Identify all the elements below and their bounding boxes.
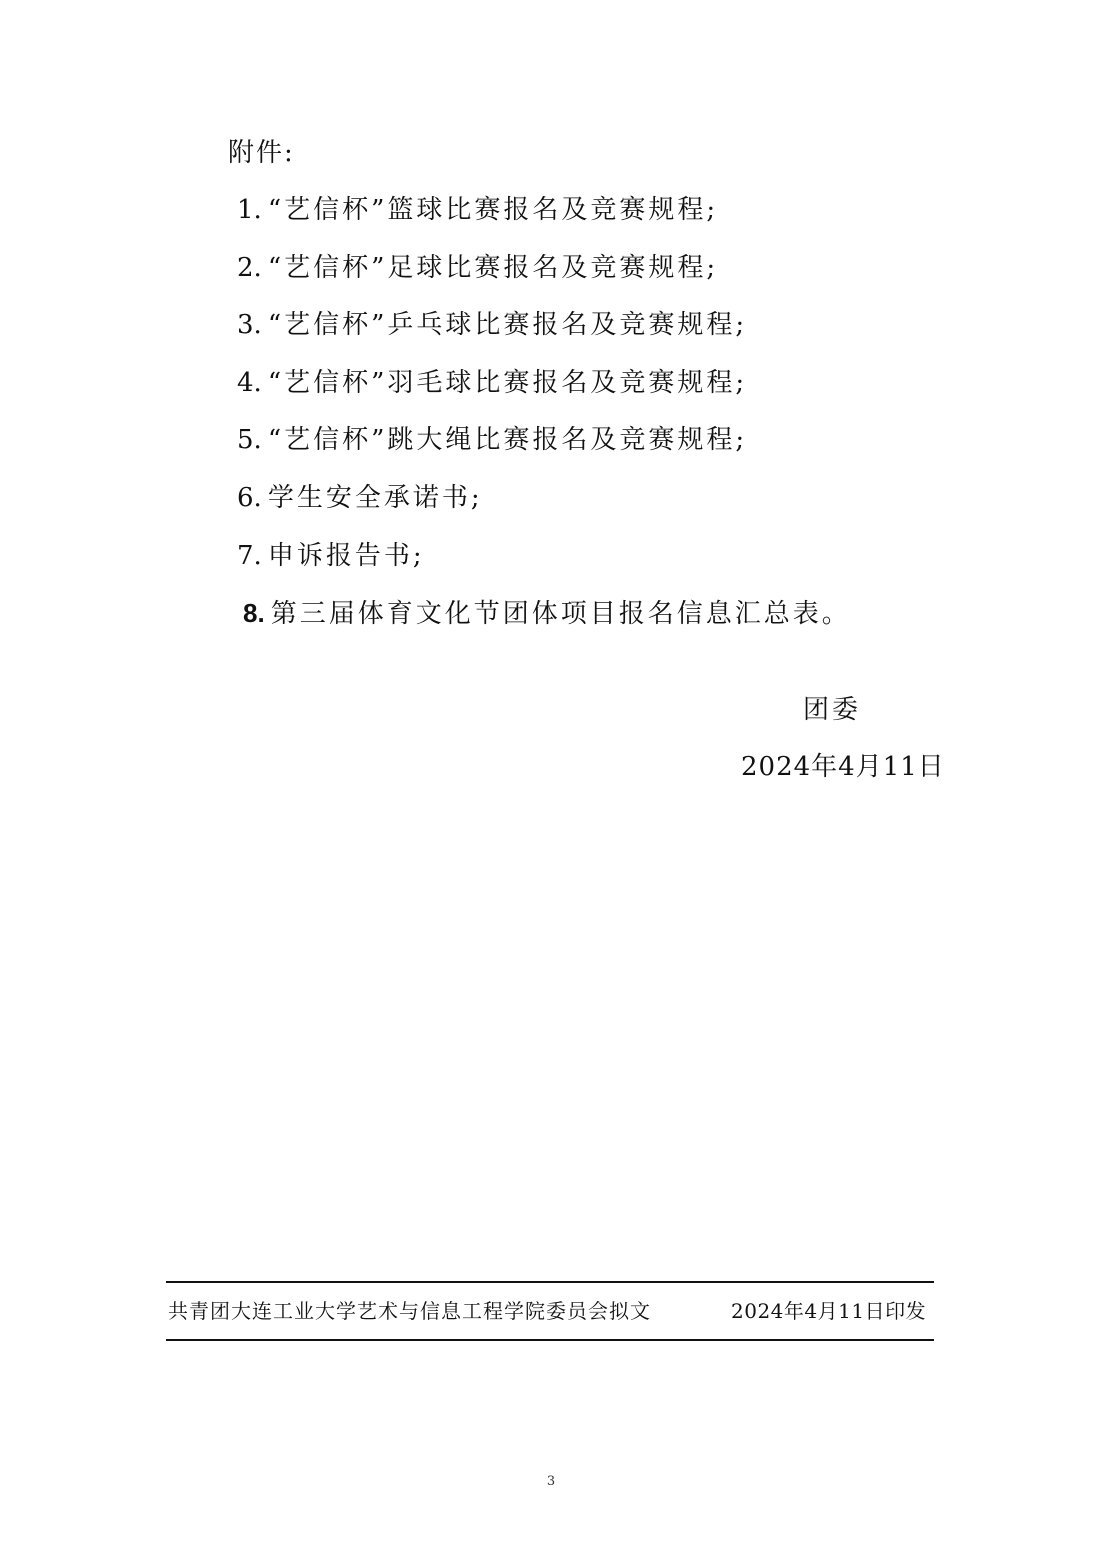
list-item <box>237 305 851 345</box>
item-text: “艺信杯”羽毛球比赛报名及竞赛规程; <box>267 367 748 398</box>
item-number: 5. <box>237 425 262 456</box>
signature-organization: 团委 <box>803 695 862 725</box>
item-text: “艺信杯”足球比赛报名及竞赛规程; <box>267 252 719 283</box>
footer-print-date: 2024年4月11日印发 <box>731 1299 927 1323</box>
list-item <box>237 190 851 230</box>
footer-top-rule <box>166 1281 934 1283</box>
item-number: 3. <box>237 310 262 341</box>
item-number: 8. <box>243 598 265 629</box>
item-text: “艺信杯”跳大绳比赛报名及竞赛规程; <box>267 425 748 456</box>
list-item <box>237 420 851 460</box>
attachments-heading: 附件: <box>228 138 295 168</box>
item-text: 申诉报告书; <box>267 540 425 571</box>
item-number: 2. <box>237 252 262 283</box>
attachments-list <box>237 190 851 651</box>
item-text: “艺信杯”乒乓球比赛报名及竞赛规程; <box>267 310 748 341</box>
item-text: 第三届体育文化节团体项目报名信息汇总表。 <box>270 599 851 630</box>
list-item <box>237 478 851 518</box>
list-item <box>237 593 851 633</box>
footer-issuer: 共青团大连工业大学艺术与信息工程学院委员会拟文 <box>168 1299 651 1323</box>
item-text: 学生安全承诺书; <box>267 482 483 513</box>
item-number: 1. <box>237 195 262 225</box>
item-text: “艺信杯”篮球比赛报名及竞赛规程; <box>267 195 719 225</box>
list-item <box>237 248 851 288</box>
page-number: 3 <box>546 1474 556 1489</box>
list-item <box>237 536 851 576</box>
item-number: 7. <box>237 540 262 571</box>
footer-bottom-rule <box>166 1339 934 1341</box>
list-item <box>237 363 851 403</box>
item-number: 6. <box>237 482 262 513</box>
signature-date: 2024年4月11日 <box>741 752 945 782</box>
item-number: 4. <box>237 367 262 398</box>
